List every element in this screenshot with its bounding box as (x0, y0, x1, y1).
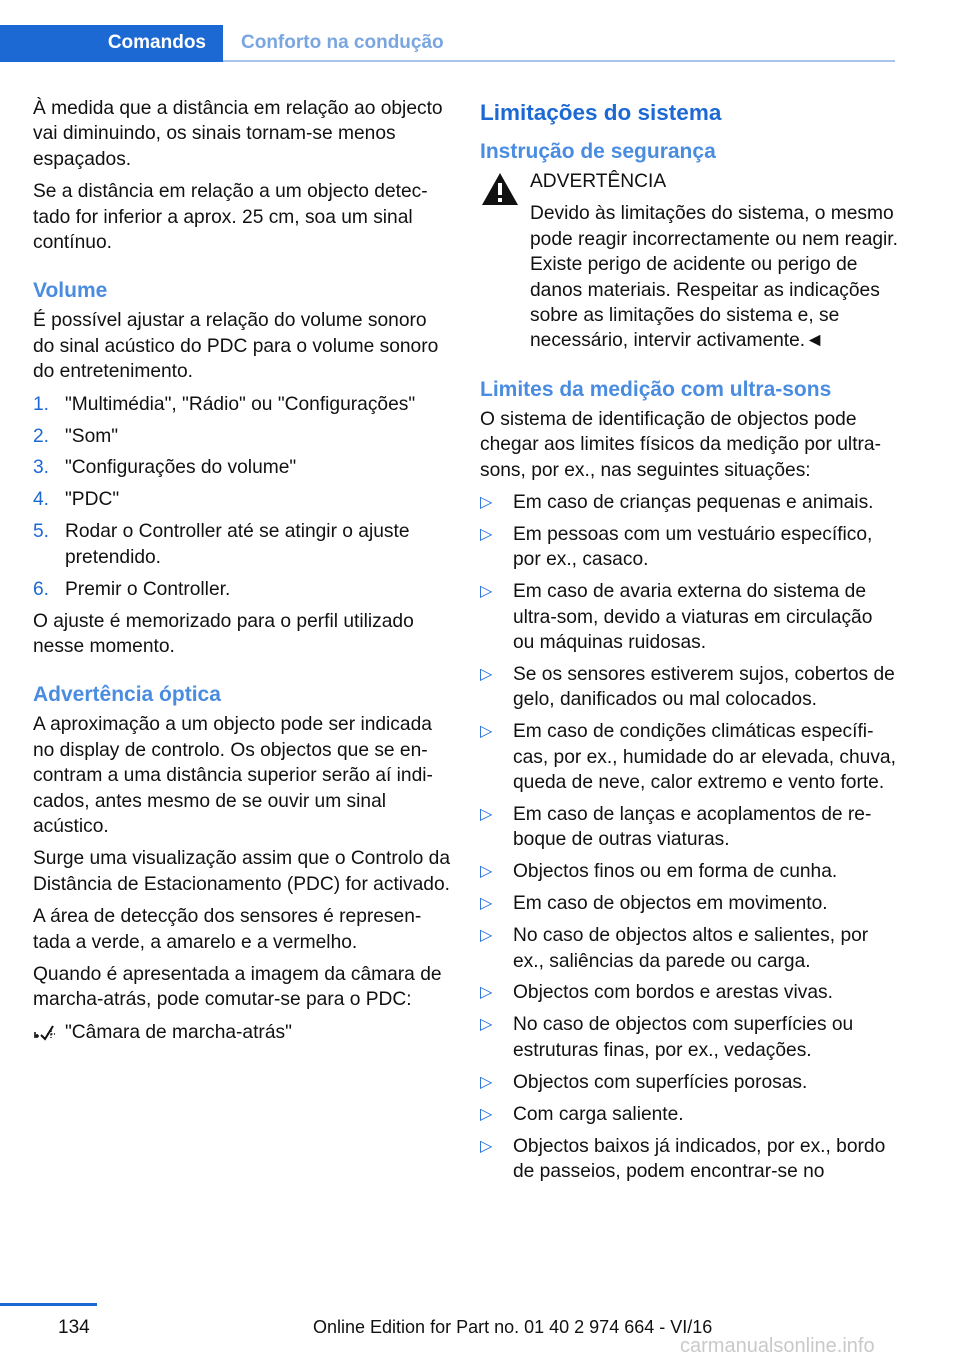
step-item (33, 424, 451, 449)
footer-rule (0, 1303, 97, 1306)
limit-item-text: Com carga saliente. (513, 1103, 684, 1125)
paragraph: A aproximação a um objecto pode ser indicada no display de controlo. Os objectos que se encontram a uma distância superior serão aí indicados, antes mesmo de se ouvir um sinal acústico. (33, 714, 433, 837)
limit-item (480, 1070, 898, 1095)
limit-item (480, 662, 898, 713)
right-column (480, 96, 898, 1191)
limit-item (480, 522, 898, 573)
bullet-triangle-icon: ▷ (480, 1105, 493, 1123)
header-rule-active (0, 60, 223, 62)
limit-item (480, 891, 898, 916)
limit-item (480, 490, 898, 515)
step-text: "PDC" (65, 489, 120, 511)
safety-heading: Instrução de segurança (480, 140, 716, 163)
steps-list (33, 392, 451, 602)
limit-item-text: Objectos com superfícies porosas. (513, 1071, 808, 1093)
limit-item (480, 1134, 898, 1185)
limit-item-text: No caso de objectos com superfícies ou estruturas finas, por ex., vedações. (513, 1014, 854, 1061)
limit-item-text: Se os sensores estiverem sujos, cobertos de gelo, danificados ou mal colocados. (513, 664, 895, 711)
step-number: 4. (33, 489, 50, 511)
watermark: carmanualsonline.info (680, 1335, 875, 1357)
paragraph: À medida que a distância em relação ao objecto vai diminuindo, os sinais tornam-se menos espaçados. (33, 98, 443, 170)
bullet-triangle-icon: ▷ (480, 895, 493, 913)
limit-item (480, 579, 898, 655)
bullet-triangle-icon: ▷ (480, 666, 493, 683)
warning-text: Devido às limitações do sistema, o mesmo pode reagir incorrectamente ou nem reagir. Existe perigo de acidente ou perigo de danos materiais. Respeitar as indicações sobre as limitações do sistema e, se necessário, intervir activamente.◄ (530, 203, 898, 352)
tab-conforto: Conforto na condução (241, 32, 444, 53)
bullet-triangle-icon: ▷ (480, 1137, 493, 1155)
camera-item (33, 1020, 451, 1045)
bullet-triangle-icon: ▷ (480, 927, 493, 945)
step-text: Premir o Controller. (65, 578, 231, 600)
limit-item (480, 980, 898, 1005)
limit-item (480, 719, 898, 795)
step-number: 6. (33, 578, 50, 600)
volume-heading: Volume (33, 279, 108, 303)
paragraph: Se a distância em relação a um objecto detectado for inferior a aprox. 25 cm, soa um sinal contínuo. (33, 181, 428, 254)
bullet-triangle-icon: ▷ (480, 723, 493, 741)
limits-heading: Limites da medição com ultra-sons (480, 377, 832, 401)
limits-list (480, 490, 898, 1184)
limit-item-text: Em caso de condições climáticas específicas, por ex., humidade do ar elevada, chuva, queda de neve, calor extremo e vento forte. (513, 721, 896, 794)
step-number: 3. (33, 457, 50, 479)
bullet-triangle-icon: ▷ (480, 525, 493, 543)
limit-item (480, 1012, 898, 1063)
step-text: "Som" (65, 425, 119, 447)
warning-block (480, 169, 898, 354)
limit-item (480, 923, 898, 974)
bullet-triangle-icon: ▷ (480, 984, 493, 1002)
optical-warning-heading: Advertência óptica (33, 683, 221, 707)
paragraph: É possível ajustar a relação do volume sonoro do sinal acústico do PDC para o volume sonoro do entretenimento. (33, 310, 439, 383)
rear-camera-pdc-icon (33, 1023, 57, 1043)
limit-item-text: Objectos com bordos e arestas vivas. (513, 982, 833, 1004)
step-item (33, 455, 451, 480)
step-number: 1. (33, 393, 50, 415)
paragraph: O ajuste é memorizado para o perfil utilizado nesse momento. (33, 610, 414, 657)
limit-item-text: Em caso de crianças pequenas e animais. (513, 492, 874, 514)
paragraph: Surge uma visualização assim que o Controlo da Distância de Estacionamento (PDC) for activado. (33, 848, 451, 895)
step-item (33, 577, 451, 602)
left-column (33, 96, 451, 1045)
page-number: 134 (58, 1317, 90, 1338)
bullet-triangle-icon: ▷ (480, 494, 493, 512)
system-limits-heading: Limitações do sistema (480, 100, 722, 125)
paragraph: Quando é apresentada a imagem da câmara de marcha-atrás, pode comutar-se para o PDC: (33, 963, 442, 1011)
paragraph: A área de detecção dos sensores é representada a verde, a amarelo e a vermelho. (33, 906, 422, 953)
step-text: "Configurações do volume" (65, 457, 297, 479)
bullet-triangle-icon: ▷ (480, 806, 493, 824)
limit-item-text: Em caso de lanças e acoplamentos de reboque de outras viaturas. (513, 804, 872, 851)
limit-item-text: Objectos baixos já indicados, por ex., bordo de passeios, podem encontrar-se no (513, 1135, 886, 1182)
warning-triangle-icon (480, 171, 520, 207)
step-item (33, 487, 451, 512)
bullet-triangle-icon: ▷ (480, 1073, 493, 1091)
step-text: "Multimédia", "Rádio" ou "Configurações" (65, 393, 416, 415)
limit-item-text: Em caso de avaria externa do sistema de ultra-som, devido a viaturas em circulação ou máquinas ruidosas. (513, 581, 873, 654)
edition-note: Online Edition for Part no. 01 40 2 974 664 - VI/16 (313, 1317, 713, 1337)
limit-item-text: Em caso de objectos em movimento. (513, 893, 828, 915)
limit-item (480, 859, 898, 884)
step-number: 2. (33, 425, 50, 447)
limit-item-text: No caso de objectos altos e salientes, por ex., saliências da parede ou carga. (513, 925, 869, 972)
header-rule (223, 60, 895, 62)
bullet-triangle-icon: ▷ (480, 583, 493, 601)
warning-label: ADVERTÊNCIA (530, 171, 667, 192)
step-text: Rodar o Controller até se atingir o ajuste pretendido. (65, 521, 410, 568)
page-header (0, 25, 895, 63)
step-item (33, 519, 451, 570)
tab-comandos: Comandos (0, 25, 223, 60)
limit-item (480, 802, 898, 853)
limit-item-text: Objectos finos ou em forma de cunha. (513, 861, 838, 883)
camera-item-label: "Câmara de marcha-atrás" (65, 1021, 292, 1043)
limit-item-text: Em pessoas com um vestuário específico, por ex., casaco. (513, 523, 873, 571)
bullet-triangle-icon: ▷ (480, 863, 493, 881)
paragraph: O sistema de identificação de objectos pode chegar aos limites físicos da medição por ultra-sons, por ex., nas seguintes situações: (480, 408, 881, 481)
step-number: 5. (33, 521, 50, 543)
bullet-triangle-icon: ▷ (480, 1016, 493, 1034)
limit-item (480, 1102, 898, 1127)
step-item (33, 392, 451, 417)
warning-text-wrap (480, 201, 898, 353)
